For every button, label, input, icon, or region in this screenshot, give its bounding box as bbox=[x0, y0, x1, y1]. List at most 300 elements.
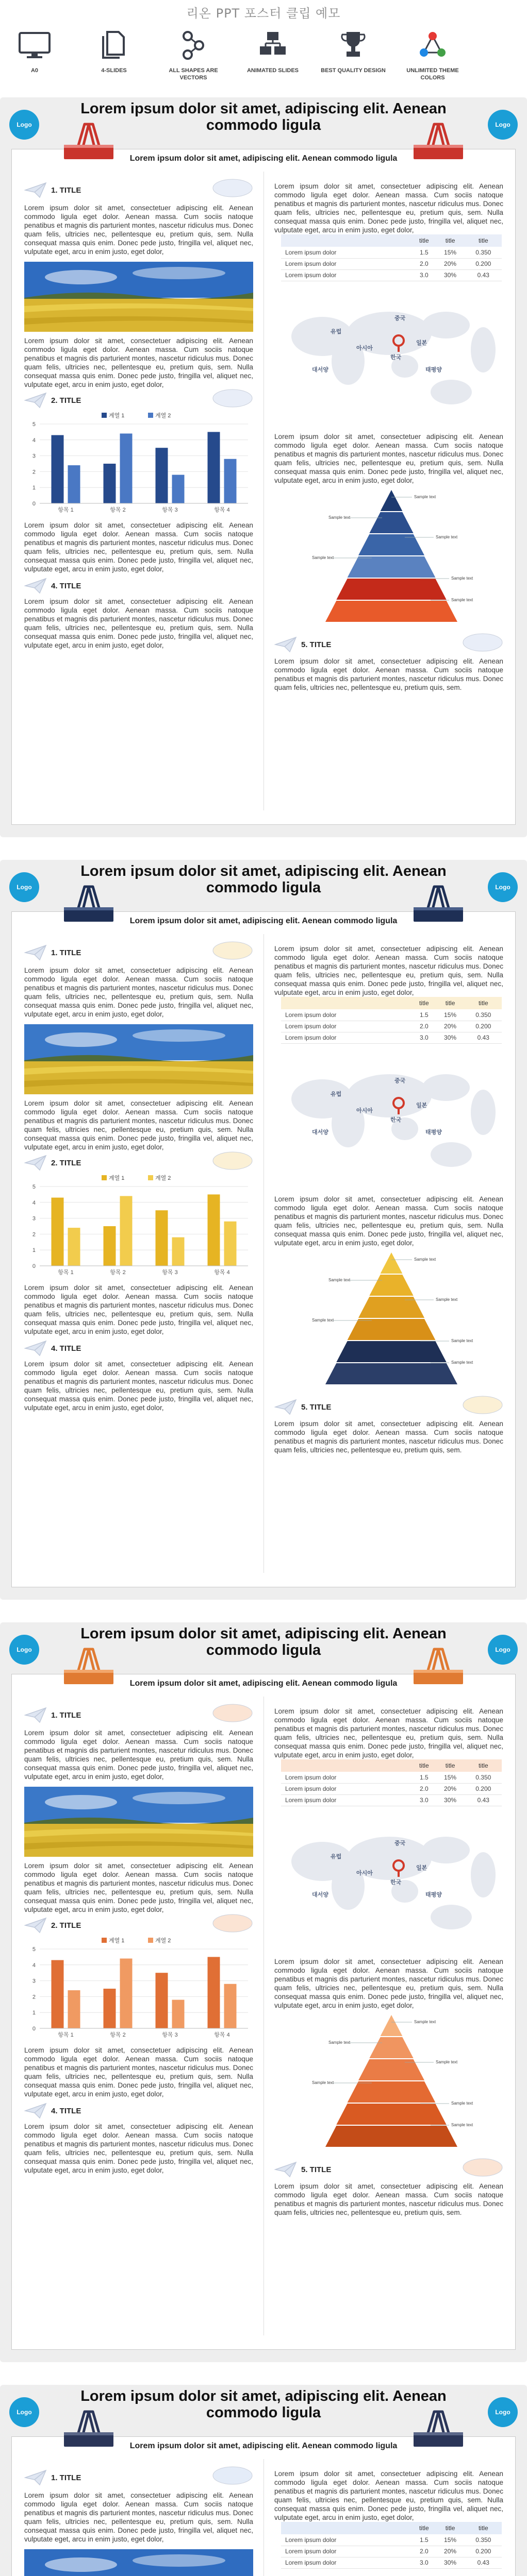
feature-label: ANIMATED SLIDES bbox=[246, 67, 299, 74]
y-tick-label: 2 bbox=[32, 1994, 36, 2001]
table-cell: Lorem ipsum dolor bbox=[281, 2534, 413, 2546]
bar bbox=[172, 1238, 185, 1266]
world-map bbox=[281, 289, 502, 428]
table-cell: 3.0 bbox=[413, 1032, 435, 1043]
table-cell: 2.0 bbox=[413, 258, 435, 269]
x-tick-label: 항목 3 bbox=[162, 1269, 178, 1276]
paragraph: Lorem ipsum dolor sit amet, consectetuer adipiscing elit. Aenean commodo ligula eget dolor. Aenean massa. Cum sociis natoque penatibus et magnis dis parturient montes, nascetur ridiculus mus. Donec quam felis, ultricies nec, pellentesque eu, pretium quis, sem. Nulla consequat massa quis enim. Donec pede justo, fringilla vel, aliquet nec, vulputate eget, arcu in enim justo, eget dolor, bbox=[274, 1958, 503, 2009]
table-cell: 3.0 bbox=[413, 2557, 435, 2568]
table-cell: 0.43 bbox=[465, 269, 502, 281]
feature-slides bbox=[80, 30, 147, 75]
map-label: 아시아 bbox=[356, 1870, 373, 1876]
bar-chart bbox=[24, 1934, 253, 2042]
legend-swatch bbox=[148, 1175, 153, 1180]
section-title: 5. TITLE bbox=[301, 640, 332, 649]
pyramid-diagram bbox=[281, 1249, 502, 1394]
legend-label: 계열 2 bbox=[155, 1175, 171, 1181]
section-title: 2. TITLE bbox=[51, 1159, 81, 1167]
table-cell: 15% bbox=[436, 1009, 465, 1021]
bar bbox=[224, 459, 237, 503]
paper-plane-icon bbox=[24, 1707, 47, 1723]
table-cell: 0.43 bbox=[465, 2557, 502, 2568]
map-label: 한국 bbox=[390, 1879, 402, 1886]
table-header: title bbox=[465, 2522, 502, 2534]
table-cell: 1.5 bbox=[413, 2534, 435, 2546]
pyramid-tier bbox=[348, 1319, 436, 1340]
table-cell: 20% bbox=[436, 2546, 465, 2557]
table-cell: 1.5 bbox=[413, 247, 435, 258]
map-label: 대서양 bbox=[312, 1129, 328, 1136]
paper-plane-icon bbox=[24, 1155, 47, 1171]
pyramid-tier bbox=[369, 2037, 413, 2058]
table-row bbox=[281, 258, 502, 269]
section-title: 4. TITLE bbox=[51, 1344, 81, 1353]
bar bbox=[208, 1957, 220, 2028]
table-cell: 20% bbox=[436, 258, 465, 269]
bar bbox=[120, 433, 133, 503]
paragraph: Lorem ipsum dolor sit amet, consectetuer adipiscing elit. Aenean commodo ligula eget dolor. Aenean massa. Cum sociis natoque penatibus et magnis dis parturient montes, nascetur ridiculus mus. Donec quam felis, ultricies nec, pellentesque eu, pretium quis, sem. Nulla consequat massa quis enim. Donec pede justo, fringilla vel, aliquet nec, vulputate eget, arcu in enim justo, eget dolor, bbox=[274, 945, 503, 996]
paper-plane-icon bbox=[24, 2103, 47, 2119]
paragraph: Lorem ipsum dolor sit amet, consectetuer adipiscing elit. Aenean commodo ligula eget dolor. Aenean massa. Cum sociis natoque penatibus et magnis dis parturient montes, nascetur ridiculus mus. Donec quam felis, ultricies nec, pellentesque eu, pretium quis, sem. Nulla consequat massa quis enim. Donec pede justo, fringilla vel, aliquet nec, vulputate eget, arcu in enim justo, eget dolor, bbox=[274, 2470, 503, 2521]
table-cell: 0.350 bbox=[465, 1772, 502, 1783]
table-cell: 2.0 bbox=[413, 1783, 435, 1794]
paper-plane-icon bbox=[24, 2469, 47, 2486]
feature-animated bbox=[239, 30, 306, 75]
pyramid-label: Sample text bbox=[436, 2060, 458, 2064]
bar bbox=[52, 1198, 64, 1266]
table-cell: 30% bbox=[436, 2557, 465, 2568]
pyramid-label: Sample text bbox=[451, 598, 473, 602]
table-cell: 3.0 bbox=[413, 269, 435, 281]
table-header: title bbox=[436, 997, 465, 1009]
poster-orange bbox=[0, 1615, 527, 2362]
x-tick-label: 항목 4 bbox=[214, 507, 230, 513]
table-header bbox=[281, 997, 413, 1009]
section-title: 4. TITLE bbox=[51, 2107, 81, 2115]
landscape-photo bbox=[24, 1024, 253, 1094]
speech-bubble-icon bbox=[212, 1703, 253, 1723]
table-cell: 3.0 bbox=[413, 1794, 435, 1806]
legend-swatch bbox=[148, 413, 153, 418]
pyramid-tier bbox=[336, 1341, 446, 1362]
logo-left: Logo bbox=[9, 110, 39, 140]
feature-label: ALL SHAPES ARE VECTORS bbox=[169, 67, 218, 81]
y-tick-label: 4 bbox=[32, 1962, 36, 1969]
feature-label: 4-SLIDES bbox=[101, 67, 127, 74]
paragraph: Lorem ipsum dolor sit amet, consectetuer adipiscing elit. Aenean commodo ligula eget dolor. Aenean massa. Cum sociis natoque penatibus et magnis dis parturient montes, nascetur ridiculus mus. Donec quam felis, ultricies nec, pellentesque eu, pretium quis, sem. Nulla consequat massa quis enim. Donec pede justo, fringilla vel, aliquet nec, vulputate eget, arcu in enim justo, eget dolor, bbox=[24, 204, 253, 256]
table-header bbox=[281, 2522, 413, 2534]
paragraph: Lorem ipsum dolor sit amet, consectetuer adipiscing elit. Aenean commodo ligula eget dolor. Aenean massa. Cum sociis natoque penatibus et magnis dis parturient montes, nascetur ridiculus mus. Donec quam felis, ultricies nec, pellentesque eu, pretium quis, sem. Nulla consequat massa quis enim. Donec pede justo, fringilla vel, aliquet nec, vulputate eget, arcu in enim justo, eget dolor, bbox=[24, 1284, 253, 1335]
y-tick-label: 0 bbox=[32, 2026, 36, 2032]
y-tick-label: 2 bbox=[32, 469, 36, 476]
logo-right: Logo bbox=[488, 2397, 518, 2427]
table-cell: Lorem ipsum dolor bbox=[281, 247, 413, 258]
palette-icon bbox=[415, 30, 451, 60]
section-title: 1. TITLE bbox=[51, 1711, 81, 1720]
pyramid-tier bbox=[348, 556, 436, 578]
poster-title: Lorem ipsum dolor sit amet, adipiscing elit. Aenean commodo ligula bbox=[80, 2388, 447, 2421]
table-cell: 2.0 bbox=[413, 2546, 435, 2557]
table-row bbox=[281, 1783, 502, 1794]
table-cell: Lorem ipsum dolor bbox=[281, 1021, 413, 1032]
map-label: 태평양 bbox=[425, 367, 442, 373]
map-label: 대서양 bbox=[312, 367, 328, 373]
pyramid-label: Sample text bbox=[328, 515, 351, 520]
speech-bubble-icon bbox=[462, 2157, 503, 2178]
paper-plane-icon bbox=[24, 182, 47, 198]
bar bbox=[208, 1194, 220, 1266]
bar bbox=[120, 1196, 133, 1266]
poster-blue bbox=[0, 2378, 527, 2576]
bar bbox=[172, 2000, 185, 2028]
paper-plane-icon bbox=[274, 2161, 297, 2178]
bar bbox=[52, 435, 64, 503]
pyramid-tier bbox=[381, 2015, 403, 2036]
pyramid-label: Sample text bbox=[451, 1360, 473, 1365]
table-cell: 20% bbox=[436, 1783, 465, 1794]
logo-left: Logo bbox=[9, 872, 39, 902]
map-label: 일본 bbox=[416, 340, 427, 346]
paper-plane-icon bbox=[24, 944, 47, 961]
table-cell: Lorem ipsum dolor bbox=[281, 1772, 413, 1783]
legend-swatch bbox=[102, 1938, 107, 1943]
paragraph: Lorem ipsum dolor sit amet, consectetuer adipiscing elit. Aenean commodo ligula eget dolor. Aenean massa. Cum sociis natoque penatibus et magnis dis parturient montes, nascetur ridiculus mus. Donec quam felis, ultricies nec, pellentesque eu, pretium quis, sem. bbox=[274, 657, 503, 691]
y-tick-label: 1 bbox=[32, 1247, 36, 1254]
section-title: 5. TITLE bbox=[301, 2165, 332, 2174]
table-row bbox=[281, 2557, 502, 2568]
logo-left: Logo bbox=[9, 1635, 39, 1665]
pyramid-label: Sample text bbox=[312, 1318, 334, 1323]
pyramid-tier bbox=[369, 512, 413, 533]
poster-navy bbox=[0, 853, 527, 1600]
bar bbox=[68, 465, 80, 503]
bar bbox=[224, 1984, 237, 2028]
poster-title: Lorem ipsum dolor sit amet, adipiscing elit. Aenean commodo ligula bbox=[80, 1625, 447, 1659]
map-label: 한국 bbox=[390, 1117, 402, 1123]
bar bbox=[104, 1226, 116, 1266]
pyramid-label: Sample text bbox=[312, 555, 334, 560]
map-label: 일본 bbox=[416, 1103, 427, 1109]
logo-left: Logo bbox=[9, 2397, 39, 2427]
table-header: title bbox=[436, 234, 465, 247]
table-cell: 30% bbox=[436, 1032, 465, 1043]
legend-swatch bbox=[148, 1938, 153, 1943]
bar bbox=[104, 1989, 116, 2028]
pyramid-tier bbox=[381, 490, 403, 511]
paragraph: Lorem ipsum dolor sit amet, consectetuer adipiscing elit. Aenean commodo ligula eget dolor. Aenean massa. Cum sociis natoque penatibus et magnis dis parturient montes, nascetur ridiculus mus. Donec quam felis, ultricies nec, pellentesque eu, pretium quis, sem. Nulla consequat massa quis enim. Donec pede justo, fringilla vel, aliquet nec, vulputate eget, arcu in enim justo, eget dolor, bbox=[24, 2123, 253, 2174]
speech-bubble-icon bbox=[462, 632, 503, 653]
bar bbox=[156, 1210, 168, 1266]
y-tick-label: 2 bbox=[32, 1231, 36, 1238]
y-tick-label: 5 bbox=[32, 1184, 36, 1190]
data-table bbox=[281, 234, 502, 281]
paper-plane-icon bbox=[24, 392, 47, 409]
paragraph: Lorem ipsum dolor sit amet, consectetuer adipiscing elit. Aenean commodo ligula eget dolor. Aenean massa. Cum sociis natoque penatibus et magnis dis parturient montes, nascetur ridiculus mus. Donec quam felis, ultricies nec, pellentesque eu, pretium quis, sem. bbox=[274, 2182, 503, 2216]
bar bbox=[104, 464, 116, 503]
table-cell: Lorem ipsum dolor bbox=[281, 258, 413, 269]
table-row bbox=[281, 1772, 502, 1783]
speech-bubble-icon bbox=[212, 1913, 253, 1934]
table-header: title bbox=[465, 997, 502, 1009]
paragraph: Lorem ipsum dolor sit amet, consectetuer adipiscing elit. Aenean commodo ligula eget dolor. Aenean massa. Cum sociis natoque penatibus et magnis dis parturient montes, nascetur ridiculus mus. Donec quam felis, ultricies nec, pellentesque eu, pretium quis, sem. Nulla consequat massa quis enim. Donec pede justo, fringilla vel, aliquet nec, vulputate eget, arcu in enim justo, eget dolor, bbox=[24, 967, 253, 1018]
paper-plane-icon bbox=[274, 636, 297, 653]
paragraph: Lorem ipsum dolor sit amet, consectetuer adipiscing elit. Aenean commodo ligula eget dolor. Aenean massa. Cum sociis natoque penatibus et magnis dis parturient montes, nascetur ridiculus mus. Donec quam felis, ultricies nec, pellentesque eu, pretium quis, sem. Nulla consequat massa quis enim. Donec pede justo, fringilla vel, aliquet nec, vulputate eget, arcu in enim justo, eget dolor, bbox=[24, 598, 253, 649]
slides-icon bbox=[96, 30, 132, 60]
x-tick-label: 항목 2 bbox=[110, 2032, 126, 2038]
pyramid-tier bbox=[369, 1275, 413, 1296]
speech-bubble-icon bbox=[212, 2465, 253, 2486]
y-tick-label: 0 bbox=[32, 501, 36, 507]
legend-label: 계열 2 bbox=[155, 1938, 171, 1944]
feature-label: A0 bbox=[30, 67, 39, 74]
speech-bubble-icon bbox=[212, 940, 253, 961]
table-cell: 0.350 bbox=[465, 2534, 502, 2546]
table-header: title bbox=[465, 1759, 502, 1772]
table-header: title bbox=[413, 2522, 435, 2534]
landscape-photo bbox=[24, 1787, 253, 1857]
legend-label: 계열 1 bbox=[109, 1175, 125, 1181]
y-tick-label: 3 bbox=[32, 453, 36, 460]
y-tick-label: 5 bbox=[32, 1946, 36, 1953]
table-header: title bbox=[413, 234, 435, 247]
table-cell: 30% bbox=[436, 269, 465, 281]
table-cell: 1.5 bbox=[413, 1009, 435, 1021]
table-row bbox=[281, 1032, 502, 1043]
pyramid-label: Sample text bbox=[436, 1297, 458, 1302]
table-cell: Lorem ipsum dolor bbox=[281, 1009, 413, 1021]
map-label: 유럽 bbox=[331, 1091, 342, 1097]
bar-chart bbox=[24, 409, 253, 517]
bar bbox=[156, 1973, 168, 2028]
paragraph: Lorem ipsum dolor sit amet, consectetuer adipiscing elit. Aenean commodo ligula eget dolor. Aenean massa. Cum sociis natoque penatibus et magnis dis parturient montes, nascetur ridiculus mus. Donec quam felis, ultricies nec, pellentesque eu, pretium quis, sem. Nulla consequat massa quis enim. Donec pede justo, fringilla vel, aliquet nec, vulputate eget, arcu in enim justo, eget dolor, bbox=[274, 1707, 503, 1759]
table-cell: 0.350 bbox=[465, 247, 502, 258]
map-label: 태평양 bbox=[425, 1892, 442, 1898]
table-row bbox=[281, 1009, 502, 1021]
pyramid-label: Sample text bbox=[312, 2080, 334, 2085]
paragraph: Lorem ipsum dolor sit amet, consectetuer adipiscing elit. Aenean commodo ligula eget dolor. Aenean massa. Cum sociis natoque penatibus et magnis dis parturient montes, nascetur ridiculus mus. Donec quam felis, ultricies nec, pellentesque eu, pretium quis, sem. Nulla consequat massa quis enim. Donec pede justo, fringilla vel, aliquet nec, vulputate eget, arcu in enim justo, eget dolor, bbox=[274, 1195, 503, 1247]
world-map bbox=[281, 1052, 502, 1191]
poster-subtitle: Lorem ipsum dolor sit amet, adipiscing elit. Aenean commodo ligula bbox=[129, 1679, 398, 1688]
pyramid-label: Sample text bbox=[436, 535, 458, 539]
table-cell: 2.0 bbox=[413, 1021, 435, 1032]
map-label: 아시아 bbox=[356, 1108, 373, 1114]
pyramid-diagram bbox=[281, 487, 502, 631]
poster-title: Lorem ipsum dolor sit amet, adipiscing elit. Aenean commodo ligula bbox=[80, 100, 447, 134]
bar bbox=[172, 475, 185, 503]
map-label: 태평양 bbox=[425, 1129, 442, 1136]
speech-bubble-icon bbox=[462, 1395, 503, 1415]
map-label: 한국 bbox=[390, 354, 402, 361]
logo-right: Logo bbox=[488, 1635, 518, 1665]
table-header bbox=[281, 234, 413, 247]
feature-colors bbox=[399, 30, 466, 82]
paragraph: Lorem ipsum dolor sit amet, consectetuer adipiscing elit. Aenean commodo ligula eget dolor. Aenean massa. Cum sociis natoque penatibus et magnis dis parturient montes, nascetur ridiculus mus. Donec quam felis, ultricies nec, pellentesque eu, pretium quis, sem. Nulla consequat massa quis enim. Donec pede justo, fringilla vel, aliquet nec, vulputate eget, arcu in enim justo, eget dolor, bbox=[274, 182, 503, 234]
table-cell: 1.5 bbox=[413, 1772, 435, 1783]
legend-swatch bbox=[102, 1175, 107, 1180]
section-title: 4. TITLE bbox=[51, 582, 81, 590]
map-label: 일본 bbox=[416, 1865, 427, 1871]
x-tick-label: 항목 1 bbox=[58, 507, 74, 513]
y-tick-label: 4 bbox=[32, 1199, 36, 1206]
header bbox=[0, 0, 527, 90]
speech-bubble-icon bbox=[212, 388, 253, 409]
table-cell: 0.43 bbox=[465, 1032, 502, 1043]
y-tick-label: 1 bbox=[32, 485, 36, 492]
table-cell: Lorem ipsum dolor bbox=[281, 2546, 413, 2557]
paragraph: Lorem ipsum dolor sit amet, consectetuer adipiscing elit. Aenean commodo ligula eget dolor. Aenean massa. Cum sociis natoque penatibus et magnis dis parturient montes, nascetur ridiculus mus. Donec quam felis, ultricies nec, pellentesque eu, pretium quis, sem. Nulla consequat massa quis enim. Donec pede justo, fringilla vel, aliquet nec, vulputate eget, arcu in enim justo, eget dolor, bbox=[274, 433, 503, 484]
animated-slides-icon bbox=[255, 30, 291, 60]
poster-title: Lorem ipsum dolor sit amet, adipiscing elit. Aenean commodo ligula bbox=[80, 863, 447, 896]
section-title: 1. TITLE bbox=[51, 948, 81, 957]
map-label: 아시아 bbox=[356, 345, 373, 351]
x-tick-label: 항목 1 bbox=[58, 1269, 74, 1276]
map-label: 중국 bbox=[394, 1840, 406, 1846]
table-cell: Lorem ipsum dolor bbox=[281, 1032, 413, 1043]
paragraph: Lorem ipsum dolor sit amet, consectetuer adipiscing elit. Aenean commodo ligula eget dolor. Aenean massa. Cum sociis natoque penatibus et magnis dis parturient montes, nascetur ridiculus mus. Donec quam felis, ultricies nec, pellentesque eu, pretium quis, sem. Nulla consequat massa quis enim. Donec pede justo, fringilla vel, aliquet nec, vulputate eget, arcu in enim justo, eget dolor, bbox=[24, 2492, 253, 2543]
table-cell: 0.43 bbox=[465, 1794, 502, 1806]
poster-subtitle: Lorem ipsum dolor sit amet, adipiscing elit. Aenean commodo ligula bbox=[129, 154, 398, 163]
feature-label: UNLIMITED THEME COLORS bbox=[406, 67, 459, 81]
bar bbox=[52, 1960, 64, 2028]
table-header: title bbox=[436, 1759, 465, 1772]
pyramid-tier bbox=[325, 2126, 457, 2147]
pyramid-tier bbox=[336, 2104, 446, 2125]
paragraph: Lorem ipsum dolor sit amet, consectetuer adipiscing elit. Aenean commodo ligula eget dolor. Aenean massa. Cum sociis natoque penatibus et magnis dis parturient montes, nascetur ridiculus mus. Donec quam felis, ultricies nec, pellentesque eu, pretium quis, sem. Nulla consequat massa quis enim. Donec pede justo, fringilla vel, aliquet nec, vulputate eget, arcu in enim justo, eget dolor, bbox=[24, 2046, 253, 2098]
y-tick-label: 1 bbox=[32, 2010, 36, 2016]
y-tick-label: 3 bbox=[32, 1215, 36, 1222]
paragraph: Lorem ipsum dolor sit amet, consectetuer adipiscing elit. Aenean commodo ligula eget dolor. Aenean massa. Cum sociis natoque penatibus et magnis dis parturient montes, nascetur ridiculus mus. Donec quam felis, ultricies nec, pellentesque eu, pretium quis, sem. Nulla consequat massa quis enim. Donec pede justo, fringilla vel, aliquet nec, vulputate eget, arcu in enim justo, eget dolor, bbox=[24, 521, 253, 573]
feature-a0 bbox=[1, 30, 68, 75]
table-cell: Lorem ipsum dolor bbox=[281, 269, 413, 281]
table-cell: Lorem ipsum dolor bbox=[281, 1794, 413, 1806]
pyramid-label: Sample text bbox=[328, 1278, 351, 1282]
data-table bbox=[281, 1759, 502, 1806]
table-header: title bbox=[465, 234, 502, 247]
table-cell: Lorem ipsum dolor bbox=[281, 2557, 413, 2568]
pyramid-label: Sample text bbox=[451, 576, 473, 581]
paragraph: Lorem ipsum dolor sit amet, consectetuer adipiscing elit. Aenean commodo ligula eget dolor. Aenean massa. Cum sociis natoque penatibus et magnis dis parturient montes, nascetur ridiculus mus. Donec quam felis, ultricies nec, pellentesque eu, pretium quis, sem. Nulla consequat massa quis enim. Donec pede justo, fringilla vel, aliquet nec, vulputate eget, arcu in enim justo, eget dolor, bbox=[24, 1862, 253, 1913]
table-cell: 15% bbox=[436, 247, 465, 258]
pyramid-label: Sample text bbox=[328, 2040, 351, 2045]
paragraph: Lorem ipsum dolor sit amet, consectetuer adipiscing elit. Aenean commodo ligula eget dolor. Aenean massa. Cum sociis natoque penatibus et magnis dis parturient montes, nascetur ridiculus mus. Donec quam felis, ultricies nec, pellentesque eu, pretium quis, sem. Nulla consequat massa quis enim. Donec pede justo, fringilla vel, aliquet nec, vulputate eget, arcu in enim justo, eget dolor, bbox=[24, 337, 253, 388]
table-row bbox=[281, 269, 502, 281]
table-header-row bbox=[281, 234, 502, 247]
legend-swatch bbox=[102, 413, 107, 418]
table-header bbox=[281, 1759, 413, 1772]
pyramid-tier bbox=[381, 1252, 403, 1274]
section-title: 2. TITLE bbox=[51, 396, 81, 405]
table-cell: 30% bbox=[436, 1794, 465, 1806]
paper-plane-icon bbox=[24, 1917, 47, 1934]
bar-chart bbox=[24, 1171, 253, 1279]
paragraph: Lorem ipsum dolor sit amet, consectetuer adipiscing elit. Aenean commodo ligula eget dolor. Aenean massa. Cum sociis natoque penatibus et magnis dis parturient montes, nascetur ridiculus mus. Donec quam felis, ultricies nec, pellentesque eu, pretium quis, sem. Nulla consequat massa quis enim. Donec pede justo, fringilla vel, aliquet nec, vulputate eget, arcu in enim justo, eget dolor, bbox=[24, 1729, 253, 1781]
pyramid-label: Sample text bbox=[414, 2020, 436, 2024]
header-title: 리온 PPT 포스터 클립 예모 bbox=[186, 6, 341, 21]
table-cell: 15% bbox=[436, 1772, 465, 1783]
section-title: 1. TITLE bbox=[51, 2473, 81, 2482]
data-table bbox=[281, 2522, 502, 2569]
pyramid-tier bbox=[325, 1363, 457, 1384]
x-tick-label: 항목 2 bbox=[110, 1269, 126, 1276]
table-cell: 0.200 bbox=[465, 2546, 502, 2557]
y-tick-label: 4 bbox=[32, 437, 36, 444]
table-row bbox=[281, 2534, 502, 2546]
pyramid-label: Sample text bbox=[451, 2123, 473, 2127]
table-header: title bbox=[413, 1759, 435, 1772]
table-cell: 0.350 bbox=[465, 1009, 502, 1021]
world-map bbox=[281, 1814, 502, 1953]
table-header-row bbox=[281, 2522, 502, 2534]
speech-bubble-icon bbox=[212, 1150, 253, 1171]
pyramid-label: Sample text bbox=[451, 2101, 473, 2106]
x-tick-label: 항목 4 bbox=[214, 1269, 230, 1276]
table-header-row bbox=[281, 997, 502, 1009]
feature-quality bbox=[320, 30, 387, 75]
logo-right: Logo bbox=[488, 110, 518, 140]
data-table bbox=[281, 997, 502, 1044]
table-header-row bbox=[281, 1759, 502, 1772]
section-title: 1. TITLE bbox=[51, 186, 81, 195]
pyramid-label: Sample text bbox=[414, 495, 436, 499]
poster-subtitle: Lorem ipsum dolor sit amet, adipiscing elit. Aenean commodo ligula bbox=[129, 917, 398, 925]
landscape-photo bbox=[24, 262, 253, 332]
x-tick-label: 항목 4 bbox=[214, 2032, 230, 2038]
table-row bbox=[281, 2546, 502, 2557]
y-tick-label: 0 bbox=[32, 1263, 36, 1269]
table-cell: Lorem ipsum dolor bbox=[281, 1783, 413, 1794]
y-tick-label: 3 bbox=[32, 1978, 36, 1985]
bar bbox=[68, 1990, 80, 2028]
poster-red bbox=[0, 90, 527, 837]
poster-subtitle: Lorem ipsum dolor sit amet, adipiscing elit. Aenean commodo ligula bbox=[129, 2442, 398, 2450]
bar bbox=[156, 448, 168, 503]
pyramid-label: Sample text bbox=[414, 1257, 436, 1262]
map-label: 유럽 bbox=[331, 329, 342, 335]
map-label: 중국 bbox=[394, 1078, 406, 1084]
paragraph: Lorem ipsum dolor sit amet, consectetuer adipiscing elit. Aenean commodo ligula eget dolor. Aenean massa. Cum sociis natoque penatibus et magnis dis parturient montes, nascetur ridiculus mus. Donec quam felis, ultricies nec, pellentesque eu, pretium quis, sem. Nulla consequat massa quis enim. Donec pede justo, fringilla vel, aliquet nec, vulputate eget, arcu in enim justo, eget dolor, bbox=[24, 1360, 253, 1412]
table-row bbox=[281, 1021, 502, 1032]
pyramid-tier bbox=[336, 579, 446, 600]
table-cell: 15% bbox=[436, 2534, 465, 2546]
x-tick-label: 항목 3 bbox=[162, 507, 178, 513]
speech-bubble-icon bbox=[212, 178, 253, 198]
table-row bbox=[281, 1794, 502, 1806]
legend-label: 계열 1 bbox=[109, 1938, 125, 1944]
x-tick-label: 항목 2 bbox=[110, 507, 126, 513]
monitor-icon bbox=[17, 30, 53, 60]
table-cell: 0.200 bbox=[465, 1783, 502, 1794]
pyramid-diagram bbox=[281, 2012, 502, 2156]
feature-label: BEST QUALITY DESIGN bbox=[321, 67, 386, 74]
paper-plane-icon bbox=[274, 1399, 297, 1415]
paragraph: Lorem ipsum dolor sit amet, consectetuer adipiscing elit. Aenean commodo ligula eget dolor. Aenean massa. Cum sociis natoque penatibus et magnis dis parturient montes, nascetur ridiculus mus. Donec quam felis, ultricies nec, pellentesque eu, pretium quis, sem. Nulla consequat massa quis enim. Donec pede justo, fringilla vel, aliquet nec, vulputate eget, arcu in enim justo, eget dolor, bbox=[24, 1099, 253, 1151]
bar bbox=[224, 1222, 237, 1266]
paper-plane-icon bbox=[24, 578, 47, 594]
map-label: 중국 bbox=[394, 315, 406, 321]
landscape-photo bbox=[24, 2549, 253, 2576]
table-cell: 20% bbox=[436, 1021, 465, 1032]
section-title: 5. TITLE bbox=[301, 1403, 332, 1412]
legend-label: 계열 2 bbox=[155, 413, 171, 419]
logo-right: Logo bbox=[488, 872, 518, 902]
bar bbox=[208, 432, 220, 503]
legend-label: 계열 1 bbox=[109, 413, 125, 419]
vector-shapes-icon bbox=[175, 30, 211, 60]
feature-list bbox=[0, 30, 527, 87]
x-tick-label: 항목 3 bbox=[162, 2032, 178, 2038]
pyramid-tier bbox=[348, 2081, 436, 2103]
table-header: title bbox=[413, 997, 435, 1009]
